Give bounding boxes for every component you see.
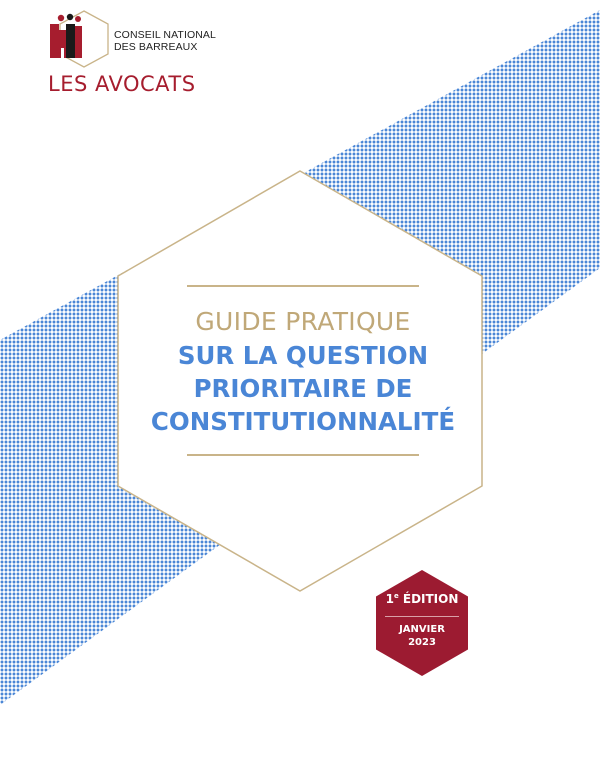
title-line-3: CONSTITUTIONNALITÉ (150, 407, 456, 436)
document-title (118, 339, 488, 438)
edition-suffix: e (393, 592, 399, 600)
lawyers-figures-icon (48, 10, 114, 70)
title-rule-top (187, 285, 419, 287)
edition-date (367, 623, 477, 649)
edition-year: 2023 (408, 637, 436, 648)
org-name-line2: DES BARREAUX (114, 41, 198, 53)
title-rule-bottom (187, 454, 419, 456)
org-name (114, 29, 216, 53)
edition-badge (367, 568, 477, 678)
edition-number: 1 (385, 592, 394, 606)
title-line-1: SUR LA QUESTION (177, 341, 429, 370)
badge-divider (385, 616, 459, 617)
edition-word: ÉDITION (402, 592, 459, 606)
cnb-logo (48, 10, 218, 100)
title-kicker: GUIDE PRATIQUE (195, 307, 411, 336)
title-block (118, 285, 488, 456)
edition-month: JANVIER (399, 624, 445, 635)
title-line-2: PRIORITAIRE DE (193, 374, 413, 403)
edition-label (367, 592, 477, 606)
brand-name: LES AVOCATS (48, 72, 196, 96)
org-name-line1: CONSEIL NATIONAL (114, 29, 216, 41)
